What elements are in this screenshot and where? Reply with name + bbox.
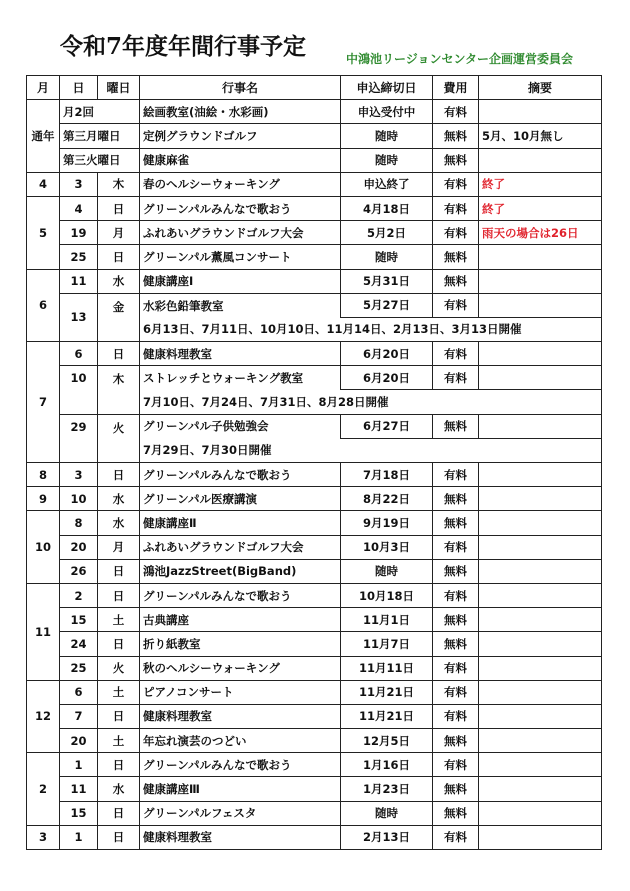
weekday-cell: 日 (98, 196, 140, 220)
fee-cell: 有料 (433, 656, 479, 680)
deadline-cell: 随時 (341, 148, 433, 172)
note-cell (479, 100, 602, 124)
column-header-notes: 摘要 (479, 76, 602, 100)
day-cell: 4 (60, 196, 98, 220)
note-cell (479, 293, 602, 317)
weekday-cell: 火 (98, 414, 140, 462)
table-row (27, 801, 602, 825)
fee-cell: 有料 (433, 680, 479, 704)
deadline-cell: 2月13日 (341, 825, 433, 849)
fee-cell: 有料 (433, 753, 479, 777)
weekday-cell: 日 (98, 559, 140, 583)
note-cell (479, 269, 602, 293)
deadline-cell: 随時 (341, 245, 433, 269)
event-name: グリーンパルみんなで歌おう (140, 463, 341, 487)
note-cell: 終了 (479, 196, 602, 220)
weekday-cell: 日 (98, 245, 140, 269)
schedule-cell: 月2回 (60, 100, 140, 124)
day-cell: 20 (60, 535, 98, 559)
weekday-cell: 土 (98, 680, 140, 704)
fee-cell: 有料 (433, 825, 479, 849)
day-cell: 6 (60, 342, 98, 366)
fee-cell: 無料 (433, 559, 479, 583)
weekday-cell: 水 (98, 269, 140, 293)
note-cell (479, 487, 602, 511)
note-cell (479, 583, 602, 607)
deadline-cell: 10月18日 (341, 583, 433, 607)
event-name: グリーンパル子供勉強会 (140, 414, 341, 438)
table-row (27, 342, 602, 366)
fee-cell: 無料 (433, 124, 479, 148)
deadline-cell: 随時 (341, 559, 433, 583)
table-row (27, 196, 602, 220)
table-row (27, 680, 602, 704)
fee-cell: 有料 (433, 293, 479, 317)
day-cell: 13 (60, 293, 98, 341)
fee-cell: 無料 (433, 414, 479, 438)
day-cell: 15 (60, 801, 98, 825)
table-row (27, 124, 602, 148)
month-cell: 4 (27, 172, 60, 196)
day-cell: 11 (60, 269, 98, 293)
table-row (27, 414, 602, 438)
weekday-cell: 日 (98, 463, 140, 487)
day-cell: 25 (60, 656, 98, 680)
month-cell: 10 (27, 511, 60, 584)
deadline-cell: 5月31日 (341, 269, 433, 293)
organizer-name: 中鴻池リージョンセンター企画運営委員会 (346, 52, 574, 66)
fee-cell: 無料 (433, 148, 479, 172)
day-cell: 29 (60, 414, 98, 462)
note-cell (479, 825, 602, 849)
event-name: 古典講座 (140, 608, 341, 632)
month-cell: 6 (27, 269, 60, 342)
fee-cell: 有料 (433, 535, 479, 559)
fee-cell: 有料 (433, 342, 479, 366)
note-cell: 雨天の場合は26日 (479, 221, 602, 245)
table-row (27, 148, 602, 172)
weekday-cell: 日 (98, 583, 140, 607)
event-name: 水彩色鉛筆教室 (140, 293, 341, 317)
month-cell: 11 (27, 583, 60, 680)
event-name: 健康麻雀 (140, 148, 341, 172)
deadline-cell: 5月2日 (341, 221, 433, 245)
deadline-cell: 11月21日 (341, 704, 433, 728)
deadline-cell: 随時 (341, 124, 433, 148)
note-cell (479, 704, 602, 728)
weekday-cell: 日 (98, 801, 140, 825)
day-cell: 20 (60, 729, 98, 753)
note-cell (479, 680, 602, 704)
column-header-event: 行事名 (140, 76, 341, 100)
event-name: グリーンパル医療講演 (140, 487, 341, 511)
table-row (27, 269, 602, 293)
note-cell (479, 245, 602, 269)
event-name: ピアノコンサート (140, 680, 341, 704)
event-name: グリーンパルフェスタ (140, 801, 341, 825)
day-cell: 3 (60, 463, 98, 487)
day-cell: 3 (60, 172, 98, 196)
fee-cell: 有料 (433, 704, 479, 728)
event-name: グリーンパル薫風コンサート (140, 245, 341, 269)
table-row (27, 753, 602, 777)
month-cell: 3 (27, 825, 60, 849)
month-cell: 9 (27, 487, 60, 511)
weekday-cell: 日 (98, 704, 140, 728)
note-cell (479, 414, 602, 438)
weekday-cell: 月 (98, 221, 140, 245)
deadline-cell: 8月22日 (341, 487, 433, 511)
event-name: 健康講座Ⅱ (140, 511, 341, 535)
note-cell (479, 559, 602, 583)
weekday-cell: 水 (98, 487, 140, 511)
day-cell: 2 (60, 583, 98, 607)
fee-cell: 無料 (433, 511, 479, 535)
deadline-cell: 1月16日 (341, 753, 433, 777)
column-header-day: 日 (60, 76, 98, 100)
column-header-weekday: 曜日 (98, 76, 140, 100)
fee-cell: 無料 (433, 632, 479, 656)
event-name: ふれあいグラウンドゴルフ大会 (140, 221, 341, 245)
event-name: 健康講座Ⅰ (140, 269, 341, 293)
session-dates-note: 7月10日、7月24日、7月31日、8月28日開催 (140, 390, 602, 414)
note-cell (479, 632, 602, 656)
fee-cell: 有料 (433, 100, 479, 124)
table-row (27, 729, 602, 753)
fee-cell: 有料 (433, 196, 479, 220)
table-row (27, 777, 602, 801)
weekday-cell: 土 (98, 608, 140, 632)
fee-cell: 有料 (433, 221, 479, 245)
weekday-cell: 日 (98, 753, 140, 777)
day-cell: 7 (60, 704, 98, 728)
day-cell: 1 (60, 753, 98, 777)
event-name: 健康料理教室 (140, 825, 341, 849)
fee-cell: 有料 (433, 366, 479, 390)
deadline-cell: 6月20日 (341, 342, 433, 366)
table-row (27, 825, 602, 849)
event-name: 定例グラウンドゴルフ (140, 124, 341, 148)
day-cell: 10 (60, 487, 98, 511)
weekday-cell: 土 (98, 729, 140, 753)
fee-cell: 無料 (433, 269, 479, 293)
day-cell: 25 (60, 245, 98, 269)
deadline-cell: 10月3日 (341, 535, 433, 559)
day-cell: 1 (60, 825, 98, 849)
note-cell (479, 777, 602, 801)
day-cell: 15 (60, 608, 98, 632)
table-row (27, 293, 602, 317)
note-cell (479, 753, 602, 777)
table-row (27, 172, 602, 196)
event-name: ふれあいグラウンドゴルフ大会 (140, 535, 341, 559)
note-cell (479, 366, 602, 390)
deadline-cell: 随時 (341, 801, 433, 825)
table-row (27, 608, 602, 632)
table-row (27, 463, 602, 487)
event-name: 健康料理教室 (140, 342, 341, 366)
session-dates-note: 6月13日、7月11日、10月10日、11月14日、2月13日、3月13日開催 (140, 317, 602, 341)
day-cell: 24 (60, 632, 98, 656)
note-cell (479, 463, 602, 487)
day-cell: 19 (60, 221, 98, 245)
weekday-cell: 木 (98, 366, 140, 414)
deadline-cell: 11月1日 (341, 608, 433, 632)
event-name: 健康料理教室 (140, 704, 341, 728)
table-row (27, 221, 602, 245)
note-cell (479, 535, 602, 559)
day-cell: 10 (60, 366, 98, 414)
deadline-cell: 11月21日 (341, 680, 433, 704)
weekday-cell: 日 (98, 825, 140, 849)
event-name: グリーンパルみんなで歌おう (140, 583, 341, 607)
event-name: 鴻池JazzStreet(BigBand) (140, 559, 341, 583)
deadline-cell: 11月11日 (341, 656, 433, 680)
fee-cell: 無料 (433, 608, 479, 632)
table-row (27, 100, 602, 124)
note-cell: 5月、10月無し (479, 124, 602, 148)
note-cell: 終了 (479, 172, 602, 196)
column-header-fee: 費用 (433, 76, 479, 100)
column-header-deadline: 申込締切日 (341, 76, 433, 100)
fee-cell: 有料 (433, 172, 479, 196)
deadline-cell: 4月18日 (341, 196, 433, 220)
month-cell: 8 (27, 463, 60, 487)
table-row (27, 511, 602, 535)
note-cell (479, 801, 602, 825)
event-schedule-table (26, 75, 602, 850)
day-cell: 26 (60, 559, 98, 583)
event-name: 健康講座Ⅲ (140, 777, 341, 801)
table-header-row (27, 76, 602, 100)
weekday-cell: 日 (98, 632, 140, 656)
month-cell: 2 (27, 753, 60, 826)
weekday-cell: 月 (98, 535, 140, 559)
event-name: 秋のヘルシーウォーキング (140, 656, 341, 680)
note-cell (479, 511, 602, 535)
note-cell (479, 729, 602, 753)
fee-cell: 無料 (433, 777, 479, 801)
table-row (27, 366, 602, 390)
weekday-cell: 日 (98, 342, 140, 366)
weekday-cell: 火 (98, 656, 140, 680)
event-name: グリーンパルみんなで歌おう (140, 196, 341, 220)
deadline-cell: 11月7日 (341, 632, 433, 656)
deadline-cell: 1月23日 (341, 777, 433, 801)
month-cell: 5 (27, 196, 60, 269)
schedule-cell: 第三月曜日 (60, 124, 140, 148)
column-header-month: 月 (27, 76, 60, 100)
table-row (27, 559, 602, 583)
fee-cell: 無料 (433, 245, 479, 269)
deadline-cell: 5月27日 (341, 293, 433, 317)
fee-cell: 無料 (433, 487, 479, 511)
deadline-cell: 7月18日 (341, 463, 433, 487)
weekday-cell: 水 (98, 777, 140, 801)
table-row (27, 535, 602, 559)
month-cell: 通年 (27, 100, 60, 173)
table-row (27, 656, 602, 680)
event-name: 春のヘルシーウォーキング (140, 172, 341, 196)
note-cell (479, 608, 602, 632)
deadline-cell: 12月5日 (341, 729, 433, 753)
table-row (27, 245, 602, 269)
deadline-cell: 6月20日 (341, 366, 433, 390)
fee-cell: 有料 (433, 463, 479, 487)
session-dates-note: 7月29日、7月30日開催 (140, 438, 602, 462)
deadline-cell: 6月27日 (341, 414, 433, 438)
month-cell: 7 (27, 342, 60, 463)
table-row (27, 704, 602, 728)
fee-cell: 無料 (433, 801, 479, 825)
deadline-cell: 9月19日 (341, 511, 433, 535)
table-row (27, 487, 602, 511)
event-name: ストレッチとウォーキング教室 (140, 366, 341, 390)
day-cell: 8 (60, 511, 98, 535)
event-name: グリーンパルみんなで歌おう (140, 753, 341, 777)
event-name: 年忘れ演芸のつどい (140, 729, 341, 753)
deadline-cell: 申込終了 (341, 172, 433, 196)
event-name: 絵画教室(油絵・水彩画) (140, 100, 341, 124)
schedule-cell: 第三火曜日 (60, 148, 140, 172)
note-cell (479, 148, 602, 172)
fee-cell: 有料 (433, 583, 479, 607)
month-cell: 12 (27, 680, 60, 753)
weekday-cell: 木 (98, 172, 140, 196)
day-cell: 6 (60, 680, 98, 704)
note-cell (479, 656, 602, 680)
fee-cell: 無料 (433, 729, 479, 753)
table-row (27, 583, 602, 607)
deadline-cell: 申込受付中 (341, 100, 433, 124)
page-title: 令和7年度年間行事予定 (60, 33, 307, 60)
note-cell (479, 342, 602, 366)
weekday-cell: 金 (98, 293, 140, 341)
table-row (27, 632, 602, 656)
weekday-cell: 水 (98, 511, 140, 535)
day-cell: 11 (60, 777, 98, 801)
event-name: 折り紙教室 (140, 632, 341, 656)
